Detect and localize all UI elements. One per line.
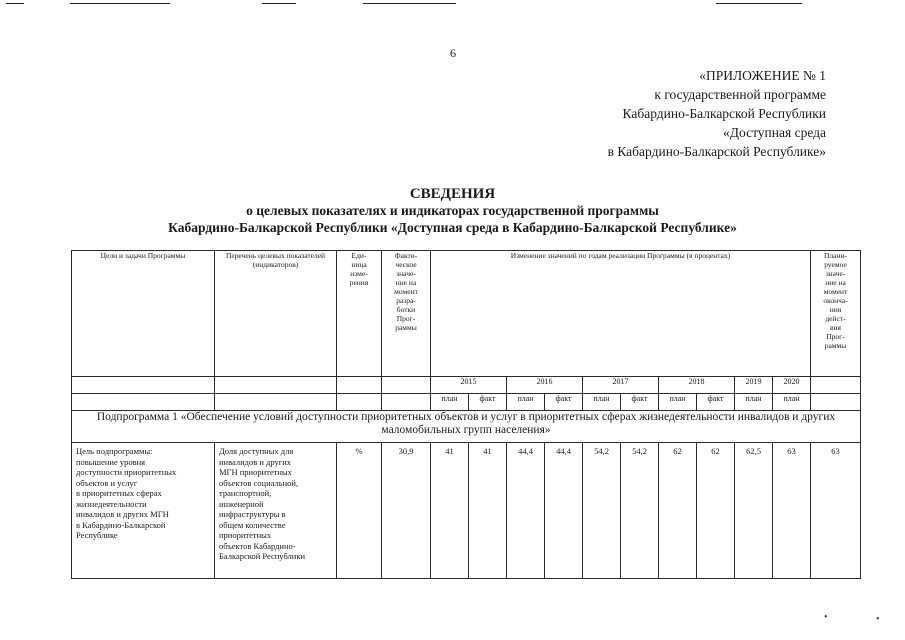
scan-line bbox=[363, 3, 456, 4]
value-2019-plan: 62,5 bbox=[735, 443, 773, 579]
subprogram-heading: Подпрограмма 1 «Обеспечение условий доступности приоритетных объектов и услуг в приоритетных сферах жизнедеятельности инвалидов и других маломобильных групп населения» bbox=[72, 411, 861, 443]
empty-cell bbox=[382, 377, 431, 394]
value-2020-plan: 63 bbox=[773, 443, 811, 579]
scan-line bbox=[716, 3, 802, 4]
document-subtitle-program: Кабардино-Балкарской Республики «Доступная среда в Кабардино-Балкарской Республике» bbox=[168, 220, 737, 235]
plan-label: план bbox=[583, 394, 621, 411]
empty-cell bbox=[337, 394, 382, 411]
value-2018-plan: 62 bbox=[659, 443, 697, 579]
value-2015-plan: 41 bbox=[431, 443, 469, 579]
document-title: СВЕДЕНИЯ bbox=[409, 186, 496, 202]
header-goals: Цели и задачи Программы bbox=[72, 251, 215, 377]
empty-cell bbox=[215, 394, 337, 411]
year-2018: 2018 bbox=[659, 377, 735, 394]
empty-cell bbox=[72, 394, 215, 411]
value-2017-fact: 54,2 bbox=[621, 443, 659, 579]
fact-label: факт bbox=[469, 394, 507, 411]
page-number: 6 bbox=[450, 46, 456, 60]
fact-label: факт bbox=[621, 394, 659, 411]
value-2015-fact: 41 bbox=[469, 443, 507, 579]
value-2016-fact: 44,4 bbox=[545, 443, 583, 579]
header-yearly-change: Изменение значений по годам реализации Программы (в процентах) bbox=[431, 251, 811, 377]
indicators-table bbox=[71, 250, 861, 579]
header-indicators: Перечень целевых показателей (индикаторов) bbox=[215, 251, 337, 377]
plan-label: план bbox=[659, 394, 697, 411]
fact-label: факт bbox=[545, 394, 583, 411]
year-2016: 2016 bbox=[507, 377, 583, 394]
header-actual-value: Факти- ческое значе- ние на момент разра- ботки Прог- раммы bbox=[382, 251, 431, 377]
value-2017-plan: 54,2 bbox=[583, 443, 621, 579]
empty-cell bbox=[382, 394, 431, 411]
empty-cell bbox=[72, 377, 215, 394]
appendix-line-2: к государственной программе bbox=[654, 87, 826, 102]
indicator-cell: Доля доступных для инвалидов и других МГН приоритетных объектов социальной, транспортной, инженерной инфраструктуры в общем количестве приоритетных объектов Кабардино- Балкарской Республики bbox=[215, 443, 337, 579]
plan-label: план bbox=[773, 394, 811, 411]
header-planned-value: Плани- руемое значе- ние на момент оконча- ния дейст- вия Прог- раммы bbox=[811, 251, 861, 377]
scan-line bbox=[262, 3, 296, 4]
appendix-line-5: в Кабардино-Балкарской Республике» bbox=[607, 144, 826, 159]
fact-label: факт bbox=[697, 394, 735, 411]
empty-cell bbox=[811, 377, 861, 394]
year-2015: 2015 bbox=[431, 377, 507, 394]
scan-line bbox=[70, 3, 170, 4]
year-2019: 2019 bbox=[735, 377, 773, 394]
empty-cell bbox=[811, 394, 861, 411]
scan-speck: • bbox=[824, 612, 828, 623]
plan-label: план bbox=[735, 394, 773, 411]
scan-line bbox=[6, 3, 24, 4]
value-2016-plan: 44,4 bbox=[507, 443, 545, 579]
actual-value-cell: 30,9 bbox=[382, 443, 431, 579]
scan-speck: • bbox=[876, 614, 880, 625]
year-2017: 2017 bbox=[583, 377, 659, 394]
appendix-line-4: «Доступная среда bbox=[723, 125, 826, 140]
value-2018-fact: 62 bbox=[697, 443, 735, 579]
planned-value-cell: 63 bbox=[811, 443, 861, 579]
year-2020: 2020 bbox=[773, 377, 811, 394]
empty-cell bbox=[215, 377, 337, 394]
goal-cell: Цель подпрограммы: повышение уровня доступности приоритетных объектов и услуг в приоритетных сферах жизнедеятельности инвалидов и других МГН в Кабардино-Балкарской Республике bbox=[72, 443, 215, 579]
document-subtitle: о целевых показателях и индикаторах государственной программы bbox=[246, 203, 659, 218]
plan-label: план bbox=[507, 394, 545, 411]
appendix-line-3: Кабардино-Балкарской Республики bbox=[622, 106, 826, 121]
empty-cell bbox=[337, 377, 382, 394]
header-unit: Еди- ница изме- рения bbox=[337, 251, 382, 377]
appendix-line-1: «ПРИЛОЖЕНИЕ № 1 bbox=[699, 68, 826, 83]
appendix-caption bbox=[608, 66, 826, 161]
unit-cell: % bbox=[337, 443, 382, 579]
plan-label: план bbox=[431, 394, 469, 411]
